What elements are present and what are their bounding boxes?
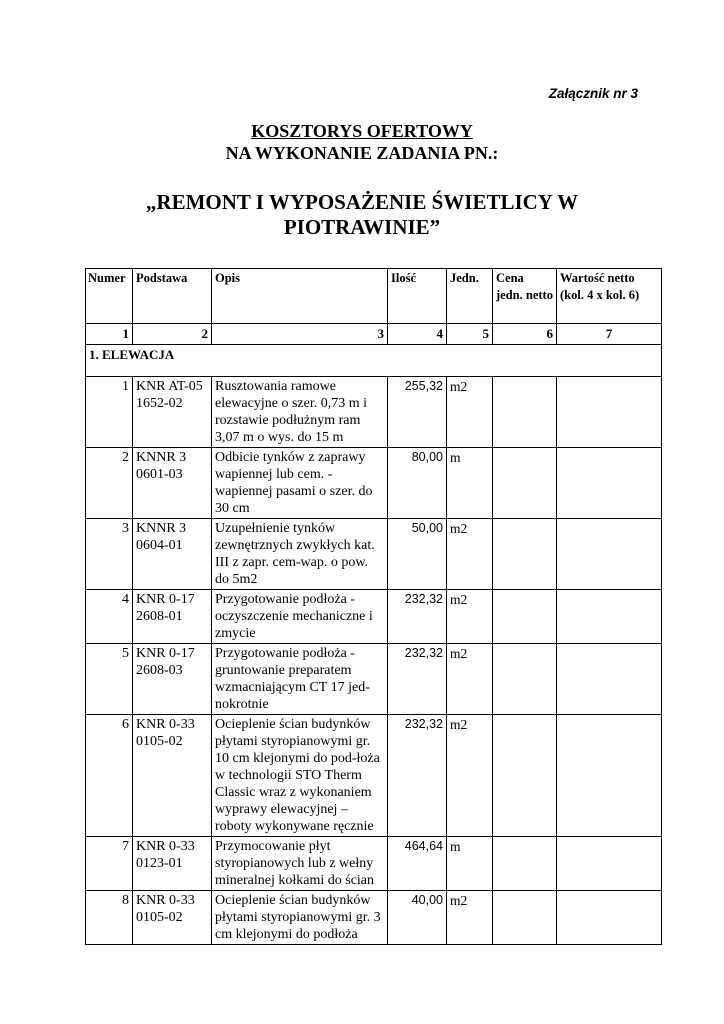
row-value xyxy=(557,448,662,519)
header-cell: Numer xyxy=(86,269,133,324)
row-basis: KNR AT-05 1652-02 xyxy=(133,377,212,448)
row-description: Przygotowanie podłoża - gruntowanie preparatem wzmacniającym CT 17 jed-nokrotnie xyxy=(212,644,388,715)
table-row xyxy=(86,590,662,644)
row-basis: KNR 0-33 0123-01 xyxy=(133,837,212,891)
table-row xyxy=(86,715,662,837)
row-value xyxy=(557,519,662,590)
column-number: 3 xyxy=(212,324,388,345)
table-header-row xyxy=(86,269,662,324)
column-number: 1 xyxy=(86,324,133,345)
row-number: 5 xyxy=(86,644,133,715)
row-basis: KNR 0-33 0105-02 xyxy=(133,715,212,837)
row-quantity: 232,32 xyxy=(388,715,447,837)
row-unit: m2 xyxy=(447,715,493,837)
document-title xyxy=(0,120,724,240)
row-description: Przymocowanie płyt styropianowych lub z wełny mineralnej kołkami do ścian xyxy=(212,837,388,891)
column-number: 7 xyxy=(557,324,662,345)
row-unit: m2 xyxy=(447,519,493,590)
row-unit-price xyxy=(493,644,557,715)
row-basis: KNNR 3 0601-03 xyxy=(133,448,212,519)
section-title: 1. ELEWACJA xyxy=(86,345,662,377)
row-number: 1 xyxy=(86,377,133,448)
table-row xyxy=(86,644,662,715)
row-value xyxy=(557,644,662,715)
row-unit-price xyxy=(493,448,557,519)
row-description: Ocieplenie ścian budynków płytami styropianowymi gr. 3 cm klejonymi do podłoża xyxy=(212,891,388,945)
row-description: Rusztowania ramowe elewacyjne o szer. 0,73 m i rozstawie podłużnym ram 3,07 m o wys. do 15 m xyxy=(212,377,388,448)
row-quantity: 80,00 xyxy=(388,448,447,519)
header-cell: Podstawa xyxy=(133,269,212,324)
row-number: 7 xyxy=(86,837,133,891)
column-number-row xyxy=(86,324,662,345)
header-cell: Ilość xyxy=(388,269,447,324)
row-number: 4 xyxy=(86,590,133,644)
attachment-label: Załącznik nr 3 xyxy=(548,86,638,101)
column-number: 5 xyxy=(447,324,493,345)
row-quantity: 232,32 xyxy=(388,644,447,715)
row-value xyxy=(557,891,662,945)
header-cell: Opis xyxy=(212,269,388,324)
row-quantity: 50,00 xyxy=(388,519,447,590)
title-line-3: „REMONT I WYPOSAŻENIE ŚWIETLICY W PIOTRAWINIE” xyxy=(145,190,579,239)
table-row xyxy=(86,837,662,891)
row-quantity: 40,00 xyxy=(388,891,447,945)
title-line-2: NA WYKONANIE ZADANIA PN.: xyxy=(225,143,499,163)
column-number: 6 xyxy=(493,324,557,345)
table-row xyxy=(86,519,662,590)
table-row xyxy=(86,891,662,945)
row-basis: KNR 0-17 2608-03 xyxy=(133,644,212,715)
row-unit-price xyxy=(493,715,557,837)
row-unit-price xyxy=(493,837,557,891)
header-cell: Wartość netto (kol. 4 x kol. 6) xyxy=(557,269,662,324)
column-number: 2 xyxy=(133,324,212,345)
row-number: 3 xyxy=(86,519,133,590)
header-cell: Cena jedn. netto xyxy=(493,269,557,324)
row-quantity: 464,64 xyxy=(388,837,447,891)
row-unit-price xyxy=(493,519,557,590)
row-unit: m2 xyxy=(447,644,493,715)
row-description: Odbicie tynków z zaprawy wapiennej lub cem. -wapiennej pasami o szer. do 30 cm xyxy=(212,448,388,519)
header-cell: Jedn. xyxy=(447,269,493,324)
section-row xyxy=(86,345,662,377)
row-unit: m xyxy=(447,448,493,519)
row-number: 8 xyxy=(86,891,133,945)
row-unit-price xyxy=(493,590,557,644)
row-unit: m2 xyxy=(447,377,493,448)
row-quantity: 232,32 xyxy=(388,590,447,644)
row-unit-price xyxy=(493,891,557,945)
row-unit: m2 xyxy=(447,891,493,945)
row-value xyxy=(557,837,662,891)
row-value xyxy=(557,590,662,644)
row-unit: m xyxy=(447,837,493,891)
row-value xyxy=(557,715,662,837)
column-number: 4 xyxy=(388,324,447,345)
row-basis: KNR 0-17 2608-01 xyxy=(133,590,212,644)
table-row xyxy=(86,448,662,519)
title-line-1: KOSZTORYS OFERTOWY xyxy=(251,121,473,141)
row-basis: KNR 0-33 0105-02 xyxy=(133,891,212,945)
table-row xyxy=(86,377,662,448)
row-number: 6 xyxy=(86,715,133,837)
row-description: Uzupełnienie tynków zewnętrznych zwykłych kat. III z zapr. cem-wap. o pow. do 5m2 xyxy=(212,519,388,590)
row-description: Przygotowanie podłoża - oczyszczenie mechaniczne i zmycie xyxy=(212,590,388,644)
row-quantity: 255,32 xyxy=(388,377,447,448)
estimate-table xyxy=(85,268,662,945)
row-value xyxy=(557,377,662,448)
row-unit: m2 xyxy=(447,590,493,644)
row-number: 2 xyxy=(86,448,133,519)
row-basis: KNNR 3 0604-01 xyxy=(133,519,212,590)
row-unit-price xyxy=(493,377,557,448)
row-description: Ocieplenie ścian budynków płytami styropianowymi gr. 10 cm klejonymi do pod-łoża w technologii STO Therm Classic wraz z wykonaniem wyprawy elewacyjnej – roboty wykonywane ręcznie xyxy=(212,715,388,837)
